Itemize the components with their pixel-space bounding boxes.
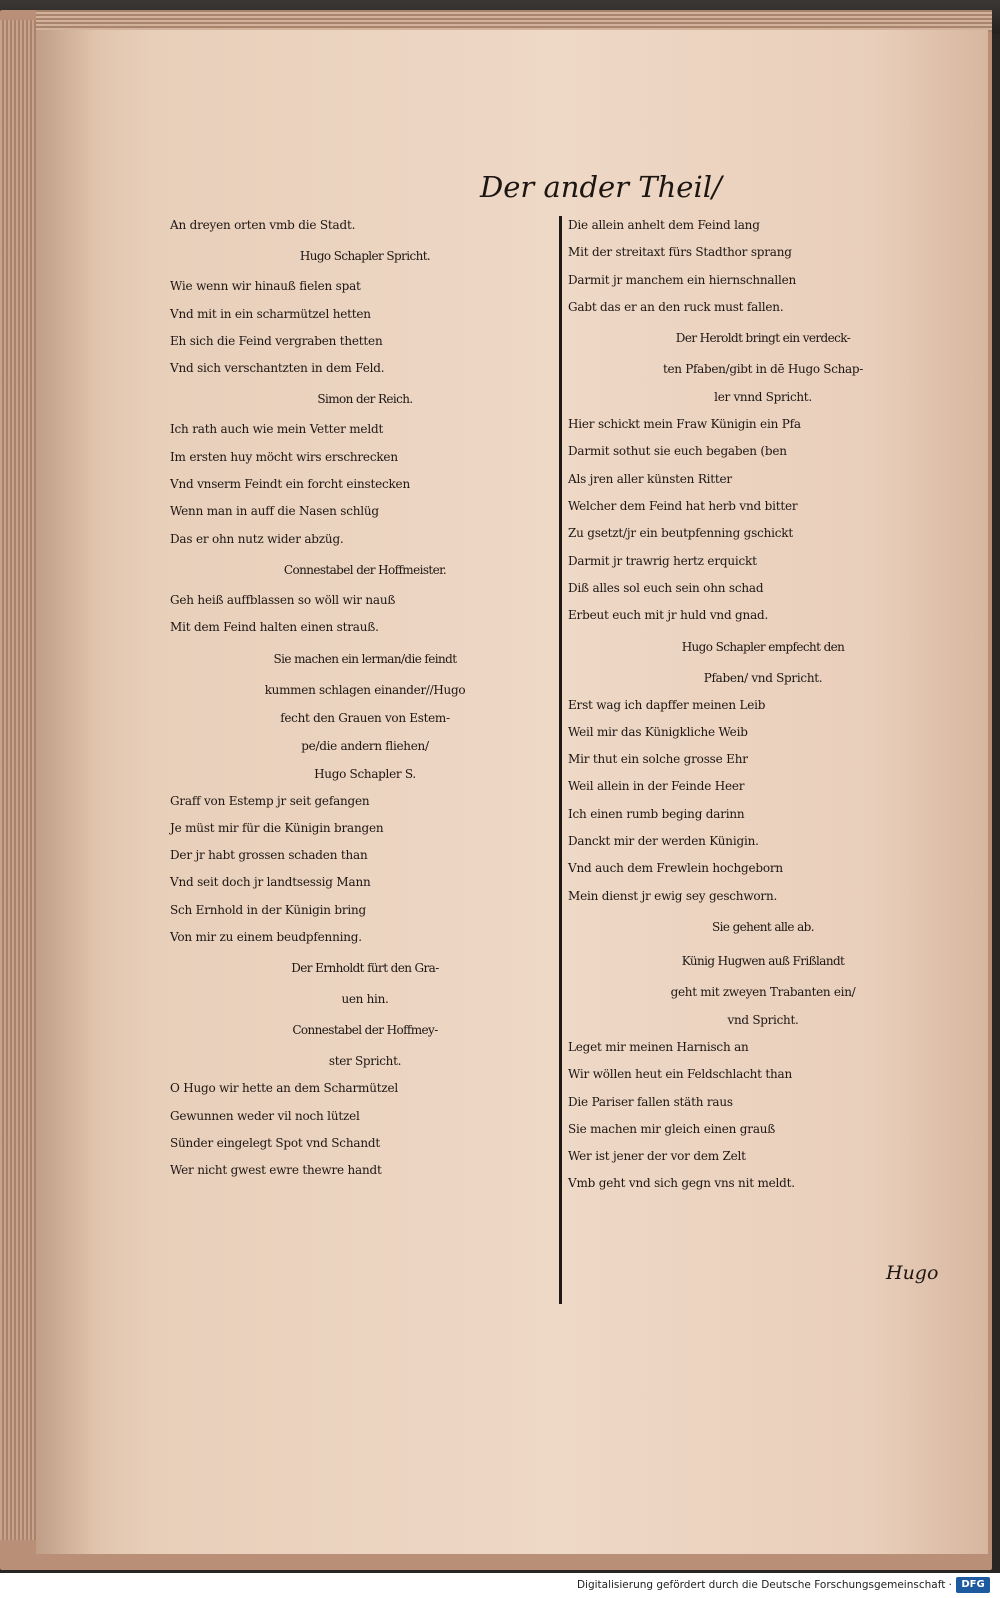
- verse-line: Ich rath auch wie mein Vetter meldt: [170, 422, 384, 437]
- stage-heading: vnd Spricht.: [727, 1012, 799, 1027]
- verse-line: Weil mir das Künigkliche Weib: [568, 724, 748, 739]
- stage-heading: Künig Hugwen auß Frißlandt: [681, 953, 845, 968]
- column-rule: [559, 216, 562, 1304]
- stage-heading: ten Pfaben/gibt in dē Hugo Schap-: [662, 362, 864, 377]
- verse-line: Sünder eingelegt Spot vnd Schandt: [170, 1135, 380, 1150]
- stage-heading: Sie gehent alle ab.: [712, 919, 814, 934]
- stage-heading: Hugo Schapler empfecht den: [681, 639, 845, 654]
- verse-line: Gabt das er an den ruck must fallen.: [568, 299, 784, 314]
- stage-heading: Pfaben/ vnd Spricht.: [703, 670, 823, 685]
- verse-line: Mir thut ein solche grosse Ehr: [568, 752, 748, 767]
- verse-line: Sie machen mir gleich einen grauß: [568, 1121, 776, 1136]
- verse-line: Die Pariser fallen stäth raus: [568, 1094, 733, 1109]
- verse-line: Mein dienst jr ewig sey geschworn.: [568, 888, 778, 903]
- page-edges: [0, 20, 38, 1540]
- verse-line: Danckt mir der werden Künigin.: [568, 834, 759, 849]
- stage-heading: Hugo Schapler S.: [314, 766, 416, 781]
- dfg-logo: DFG: [956, 1577, 990, 1593]
- stage-heading: uen hin.: [341, 992, 389, 1007]
- verse-line: Von mir zu einem beudpfenning.: [170, 930, 362, 945]
- verse-line: Hier schickt mein Fraw Künigin ein Pfa: [568, 417, 801, 432]
- verse-line: Darmit jr trawrig hertz erquickt: [568, 553, 757, 568]
- verse-line: Geh heiß auffblassen so wöll wir nauß: [170, 592, 396, 607]
- verse-line: Das er ohn nutz wider abzüg.: [170, 531, 344, 546]
- verse-line: An dreyen orten vmb die Stadt.: [170, 218, 356, 232]
- verse-line: Wenn man in auff die Nasen schlüg: [170, 504, 379, 519]
- verse-line: Gewunnen weder vil noch lützel: [170, 1108, 360, 1123]
- verse-line: Vnd auch dem Frewlein hochgeborn: [568, 861, 783, 876]
- verse-line: Ich einen rumb beging darinn: [568, 806, 745, 821]
- stage-heading: Hugo Schapler Spricht.: [299, 249, 431, 264]
- verse-line: Darmit jr manchem ein hiernschnallen: [568, 272, 797, 287]
- stage-heading: Connestabel der Hoffmeister.: [283, 562, 447, 577]
- verse-line: Vnd seit doch jr landtsessig Mann: [170, 875, 371, 890]
- stage-heading: ler vnnd Spricht.: [714, 390, 812, 405]
- stage-heading: fecht den Grauen von Estem-: [280, 710, 450, 725]
- running-head: Der ander Theil/: [480, 170, 722, 204]
- verse-line: Je müst mir für die Künigin brangen: [170, 820, 384, 835]
- stage-heading: Der Ernholdt fürt den Gra-: [291, 961, 439, 976]
- verse-line: Vnd vnserm Feindt ein forcht einstecken: [170, 477, 410, 492]
- verse-line: Darmit sothut sie euch begaben (ben: [568, 444, 787, 459]
- verse-line: Mit der streitaxt fürs Stadthor sprang: [568, 245, 792, 260]
- digitization-credit: Digitalisierung gefördert durch die Deutsche Forschungsgemeinschaft ·: [576, 1579, 952, 1591]
- verse-line: O Hugo wir hette an dem Scharmützel: [170, 1081, 399, 1096]
- verse-line: Welcher dem Feind hat herb vnd bitter: [568, 499, 798, 514]
- verse-line: Erbeut euch mit jr huld vnd gnad.: [568, 608, 769, 623]
- verse-line: Erst wag ich dapffer meinen Leib: [568, 697, 766, 712]
- verse-line: Eh sich die Feind vergraben thetten: [170, 333, 383, 348]
- verse-line: Wer nicht gwest ewre thewre handt: [170, 1163, 382, 1178]
- verse-line: Im ersten huy möcht wirs erschrecken: [170, 449, 398, 464]
- verse-line: Wer ist jener der vor dem Zelt: [568, 1149, 746, 1164]
- stage-heading: Connestabel der Hoffmey-: [292, 1023, 438, 1038]
- gutter-shadow: [36, 30, 96, 1554]
- stage-heading: Der Heroldt bringt ein verdeck-: [675, 331, 851, 346]
- verse-line: Vnd mit in ein scharmützel hetten: [170, 306, 371, 321]
- verse-line: Graff von Estemp jr seit gefangen: [170, 793, 370, 808]
- verse-line: Die allein anhelt dem Feind lang: [568, 218, 760, 232]
- stage-heading: ster Spricht.: [328, 1054, 402, 1069]
- left-column: [170, 212, 560, 1185]
- top-page-edge: [36, 10, 992, 32]
- stage-heading: kummen schlagen einander//Hugo: [264, 682, 466, 697]
- verse-line: Wir wöllen heut ein Feldschlacht than: [568, 1067, 793, 1082]
- verse-line: Diß alles sol euch sein ohn schad: [568, 580, 764, 595]
- verse-line: Wie wenn wir hinauß fielen spat: [170, 279, 361, 294]
- verse-line: Der jr habt grossen schaden than: [170, 848, 368, 863]
- stage-heading: geht mit zweyen Trabanten ein/: [670, 984, 856, 999]
- verse-line: Leget mir meinen Harnisch an: [568, 1039, 749, 1054]
- verse-line: Als jren aller künsten Ritter: [568, 471, 732, 486]
- stage-heading: pe/die andern fliehen/: [301, 738, 429, 753]
- verse-line: Mit dem Feind halten einen strauß.: [170, 620, 379, 635]
- verse-line: Vmb geht vnd sich gegn vns nit meldt.: [568, 1176, 795, 1191]
- verse-line: Weil allein in der Feinde Heer: [568, 779, 745, 794]
- catchword: Hugo: [886, 1262, 939, 1284]
- stage-heading: Simon der Reich.: [317, 392, 413, 407]
- right-column: [568, 212, 958, 1198]
- stage-heading: Sie machen ein lerman/die feindt: [273, 651, 457, 666]
- verse-line: Vnd sich verschantzten in dem Feld.: [170, 361, 385, 376]
- verse-line: Zu gsetzt/jr ein beutpfenning gschickt: [568, 526, 794, 541]
- verse-line: Sch Ernhold in der Künigin bring: [170, 902, 367, 917]
